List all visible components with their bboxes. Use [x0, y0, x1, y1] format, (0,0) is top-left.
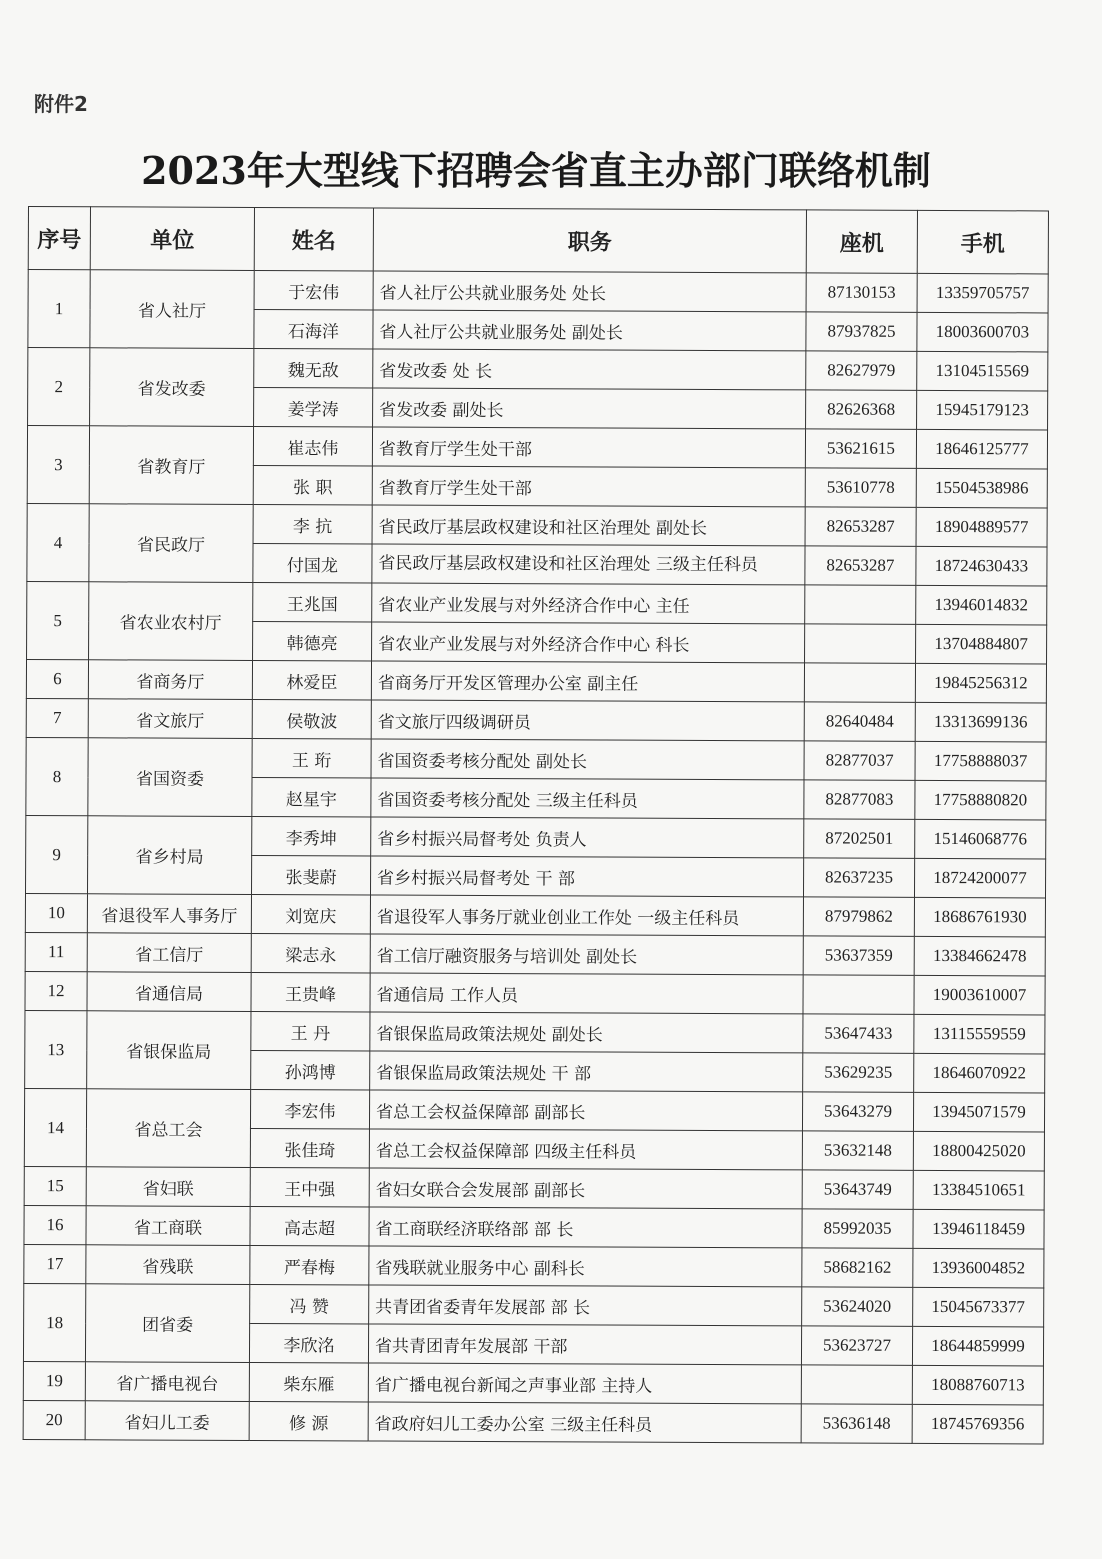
landline-cell: 87202501: [804, 819, 915, 858]
mobile-cell: 18088760713: [912, 1365, 1043, 1405]
table-row: [24, 1283, 1044, 1326]
mobile-cell: 13945071579: [913, 1092, 1044, 1132]
table-row: [24, 1205, 1044, 1248]
mobile-cell: 17758880820: [915, 780, 1046, 820]
unit-cell: 省商务厅: [88, 660, 252, 700]
position-cell: 省乡村振兴局督考处 干 部: [370, 856, 803, 897]
header-name: 姓名: [254, 207, 373, 271]
row-number-cell: 12: [25, 971, 87, 1010]
position-cell: 省乡村振兴局督考处 负责人: [371, 817, 804, 858]
unit-cell: 省银保监局: [87, 1011, 251, 1090]
landline-cell: 82626368: [806, 390, 917, 429]
name-cell: 赵星宇: [252, 777, 371, 817]
row-number-cell: 18: [23, 1283, 85, 1361]
table-row: [24, 1166, 1044, 1209]
row-number-cell: 16: [24, 1205, 86, 1244]
mobile-cell: 13384662478: [914, 936, 1045, 976]
name-cell: 王中强: [250, 1167, 369, 1207]
landline-cell: 53610778: [805, 468, 916, 507]
landline-cell: 82640484: [804, 702, 915, 741]
landline-cell: 82637235: [803, 858, 914, 897]
unit-cell: 省妇儿工委: [85, 1401, 249, 1441]
landline-cell: 53636148: [801, 1404, 912, 1443]
name-cell: 张佳琦: [250, 1128, 369, 1168]
unit-cell: 省国资委: [88, 738, 252, 817]
name-cell: 张 职: [253, 465, 372, 505]
mobile-cell: 13946014832: [916, 585, 1047, 625]
table-row: [23, 1400, 1043, 1443]
position-cell: 省银保监局政策法规处 副处长: [370, 1012, 803, 1053]
position-cell: 省广播电视台新闻之声事业部 主持人: [368, 1363, 801, 1404]
table-row: [28, 270, 1048, 313]
header-mobile: 手机: [917, 210, 1048, 274]
unit-cell: 省工商联: [86, 1206, 250, 1246]
position-cell: 省商务厅开发区管理办公室 副主任: [371, 661, 804, 702]
landline-cell: 82627979: [806, 351, 917, 390]
position-cell: 省总工会权益保障部 四级主任科员: [369, 1129, 802, 1170]
mobile-cell: 15945179123: [917, 390, 1048, 430]
name-cell: 刘宽庆: [251, 894, 370, 934]
unit-cell: 省通信局: [87, 972, 251, 1012]
contact-table: [23, 206, 1049, 1444]
mobile-cell: 13946118459: [913, 1209, 1044, 1249]
mobile-cell: 18646125777: [916, 429, 1047, 469]
row-number-cell: 3: [27, 426, 89, 504]
name-cell: 崔志伟: [253, 426, 372, 466]
table-row: [24, 1244, 1044, 1287]
mobile-cell: 17758888037: [915, 741, 1046, 781]
unit-cell: 省退役军人事务厅: [87, 894, 251, 934]
row-number-cell: 15: [24, 1166, 86, 1205]
position-cell: 省总工会权益保障部 副部长: [369, 1090, 802, 1131]
table-row: [27, 426, 1047, 469]
position-cell: 省民政厅基层政权建设和社区治理处 副处长: [372, 505, 805, 546]
attachment-label: 附件2: [34, 92, 88, 116]
position-cell: 共青团省委青年发展部 部 长: [369, 1285, 802, 1326]
landline-cell: 87130153: [806, 273, 917, 312]
row-number-cell: 6: [26, 659, 88, 698]
position-cell: 省农业产业发展与对外经济合作中心 主任: [372, 583, 805, 624]
mobile-cell: 19003610007: [914, 975, 1045, 1015]
table-row: [26, 698, 1046, 741]
header-landline: 座机: [806, 210, 917, 273]
landline-cell: 53643749: [802, 1170, 913, 1209]
position-cell: 省银保监局政策法规处 干 部: [370, 1051, 803, 1092]
row-number-cell: 19: [23, 1361, 85, 1400]
row-number-cell: 10: [25, 893, 87, 932]
mobile-cell: 18724200077: [914, 858, 1045, 898]
table-row: [24, 1088, 1044, 1131]
table-row: [27, 503, 1047, 546]
mobile-cell: 18745769356: [912, 1404, 1043, 1444]
unit-cell: 省农业农村厅: [89, 582, 253, 661]
landline-cell: 53629235: [803, 1053, 914, 1092]
position-cell: 省退役军人事务厅就业创业工作处 一级主任科员: [370, 895, 803, 936]
table-row: [25, 971, 1045, 1014]
mobile-cell: 13313699136: [915, 702, 1046, 742]
landline-cell: 82653287: [805, 507, 916, 546]
unit-cell: 省人社厅: [90, 270, 254, 349]
table-row: [23, 1361, 1043, 1404]
landline-cell: 53623727: [801, 1326, 912, 1365]
landline-cell: [805, 624, 916, 663]
position-cell: 省工信厅融资服务与培训处 副处长: [370, 934, 803, 975]
name-cell: 姜学涛: [254, 387, 373, 427]
unit-cell: 省发改委: [90, 348, 254, 427]
name-cell: 柴东雁: [249, 1362, 368, 1402]
name-cell: 王兆国: [253, 582, 372, 622]
position-cell: 省通信局 工作人员: [370, 973, 803, 1014]
landline-cell: 53632148: [802, 1131, 913, 1170]
name-cell: 王贵峰: [251, 972, 370, 1012]
position-cell: 省人社厅公共就业服务处 副处长: [373, 310, 806, 351]
table-body: [23, 270, 1048, 1444]
name-cell: 林爱臣: [252, 660, 371, 700]
name-cell: 李宏伟: [250, 1089, 369, 1129]
row-number-cell: 8: [26, 737, 88, 815]
row-number-cell: 11: [25, 932, 87, 971]
landline-cell: 82877083: [804, 780, 915, 819]
name-cell: 魏无敌: [254, 348, 373, 388]
row-number-cell: 5: [27, 581, 89, 659]
landline-cell: [801, 1365, 912, 1404]
mobile-cell: 18003600703: [917, 312, 1048, 352]
mobile-cell: 13704884807: [916, 624, 1047, 664]
name-cell: 孙鸿博: [251, 1050, 370, 1090]
table-row: [26, 737, 1046, 780]
position-cell: 省残联就业服务中心 副科长: [369, 1246, 802, 1287]
table-row: [25, 893, 1045, 936]
landline-cell: [803, 975, 914, 1014]
name-cell: 石海洋: [254, 309, 373, 349]
position-cell: 省文旅厅四级调研员: [371, 700, 804, 741]
landline-cell: 58682162: [802, 1248, 913, 1287]
landline-cell: 53637359: [803, 936, 914, 975]
row-number-cell: 2: [28, 348, 90, 426]
position-cell: 省工商联经济联络部 部 长: [369, 1207, 802, 1248]
row-number-cell: 20: [23, 1400, 85, 1439]
name-cell: 韩德亮: [253, 621, 372, 661]
row-number-cell: 14: [24, 1088, 86, 1166]
unit-cell: 省民政厅: [89, 504, 253, 583]
mobile-cell: 13115559559: [914, 1014, 1045, 1054]
mobile-cell: 13936004852: [913, 1248, 1044, 1288]
header-position: 职务: [373, 208, 806, 273]
header-unit: 单位: [90, 207, 254, 271]
document-title: 2023年大型线下招聘会省直主办部门联络机制: [141, 148, 931, 193]
mobile-cell: 15146068776: [915, 819, 1046, 859]
table-row: [28, 348, 1048, 391]
header-no: 序号: [28, 207, 90, 270]
unit-cell: 省广播电视台: [85, 1362, 249, 1402]
name-cell: 付国龙: [253, 543, 372, 583]
mobile-cell: 18800425020: [913, 1131, 1044, 1171]
table-row: [26, 659, 1046, 702]
unit-cell: 省妇联: [86, 1167, 250, 1207]
mobile-cell: 18904889577: [916, 507, 1047, 547]
position-cell: 省教育厅学生处干部: [372, 427, 805, 468]
position-cell: 省人社厅公共就业服务处 处长: [373, 271, 806, 312]
mobile-cell: 15504538986: [916, 468, 1047, 508]
mobile-cell: 18644859999: [912, 1326, 1043, 1366]
row-number-cell: 9: [26, 815, 88, 893]
position-cell: 省妇女联合会发展部 副部长: [369, 1168, 802, 1209]
position-cell: 省政府妇儿工委办公室 三级主任科员: [368, 1402, 801, 1443]
landline-cell: 53621615: [805, 429, 916, 468]
name-cell: 高志超: [250, 1206, 369, 1246]
name-cell: 李欣洺: [249, 1323, 368, 1363]
row-number-cell: 1: [28, 270, 90, 348]
landline-cell: 82653287: [805, 546, 916, 585]
name-cell: 严春梅: [250, 1245, 369, 1285]
landline-cell: 53624020: [802, 1287, 913, 1326]
unit-cell: 省残联: [86, 1245, 250, 1285]
landline-cell: 53647433: [803, 1014, 914, 1053]
unit-cell: 省总工会: [86, 1089, 250, 1168]
mobile-cell: 15045673377: [913, 1287, 1044, 1327]
header-row: [28, 207, 1048, 274]
table-row: [26, 815, 1046, 858]
table-row: [27, 581, 1047, 624]
name-cell: 李 抗: [253, 504, 372, 544]
row-number-cell: 17: [24, 1244, 86, 1283]
name-cell: 王 珩: [252, 738, 371, 778]
mobile-cell: 18646070922: [914, 1053, 1045, 1093]
mobile-cell: 18686761930: [914, 897, 1045, 937]
position-cell: 省共青团青年发展部 干部: [368, 1324, 801, 1365]
mobile-cell: 13104515569: [917, 351, 1048, 391]
name-cell: 冯 赞: [250, 1284, 369, 1324]
unit-cell: 省文旅厅: [88, 699, 252, 739]
mobile-cell: 18724630433: [916, 546, 1047, 586]
landline-cell: 85992035: [802, 1209, 913, 1248]
row-number-cell: 13: [25, 1010, 87, 1088]
landline-cell: 53643279: [802, 1092, 913, 1131]
name-cell: 于宏伟: [254, 270, 373, 310]
position-cell: 省国资委考核分配处 三级主任科员: [371, 778, 804, 819]
landline-cell: 82877037: [804, 741, 915, 780]
position-cell: 省教育厅学生处干部: [372, 466, 805, 507]
landline-cell: 87937825: [806, 312, 917, 351]
unit-cell: 省工信厅: [87, 933, 251, 973]
landline-cell: 87979862: [803, 897, 914, 936]
name-cell: 李秀坤: [252, 816, 371, 856]
position-cell: 省国资委考核分配处 副处长: [371, 739, 804, 780]
mobile-cell: 13384510651: [913, 1170, 1044, 1210]
name-cell: 修 源: [249, 1401, 368, 1441]
landline-cell: [804, 663, 915, 702]
mobile-cell: 13359705757: [917, 273, 1048, 313]
landline-cell: [805, 585, 916, 624]
unit-cell: 团省委: [85, 1284, 249, 1363]
name-cell: 张斐蔚: [251, 855, 370, 895]
row-number-cell: 7: [26, 698, 88, 737]
unit-cell: 省教育厅: [89, 426, 253, 505]
name-cell: 王 丹: [251, 1011, 370, 1051]
name-cell: 侯敬波: [252, 699, 371, 739]
table-row: [25, 1010, 1045, 1053]
name-cell: 梁志永: [251, 933, 370, 973]
unit-cell: 省乡村局: [87, 816, 251, 895]
position-cell: 省农业产业发展与对外经济合作中心 科长: [372, 622, 805, 663]
position-cell: 省民政厅基层政权建设和社区治理处 三级主任科员: [372, 544, 805, 585]
position-cell: 省发改委 处 长: [373, 349, 806, 390]
row-number-cell: 4: [27, 503, 89, 581]
position-cell: 省发改委 副处长: [373, 388, 806, 429]
mobile-cell: 19845256312: [915, 663, 1046, 703]
table-row: [25, 932, 1045, 975]
